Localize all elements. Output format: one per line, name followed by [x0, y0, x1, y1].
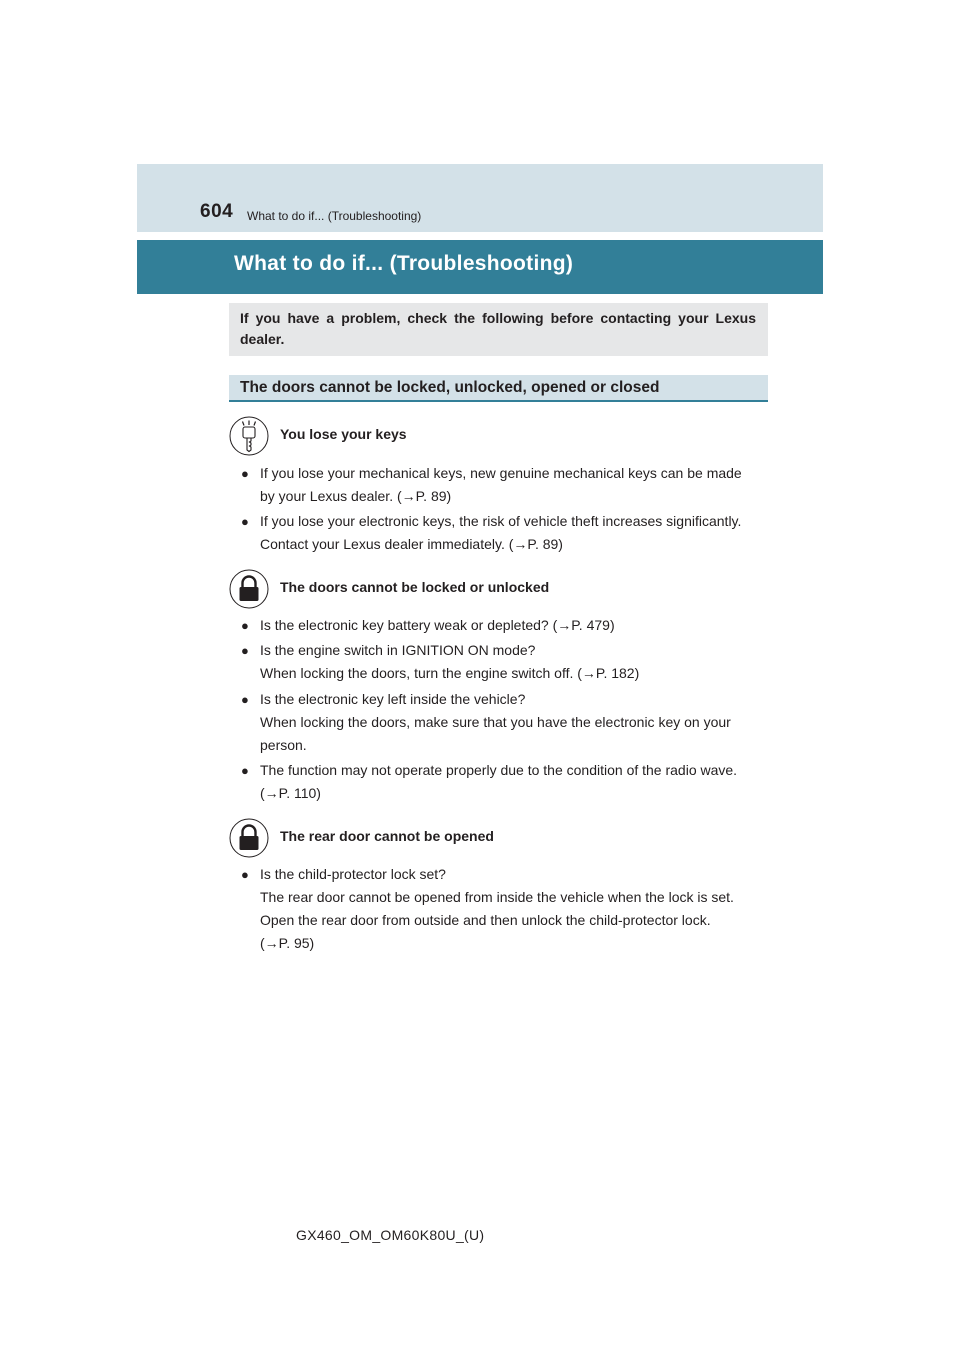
- subsection-rear-door: [229, 818, 769, 858]
- running-title: What to do if... (Troubleshooting): [247, 209, 422, 223]
- bullet-text: Contact your Lexus dealer immediately. (→P. 89): [260, 536, 563, 552]
- bullet-text: Is the electronic key left inside the vehicle?: [260, 691, 526, 707]
- page-number: 604: [200, 201, 234, 222]
- section-heading: [229, 375, 768, 402]
- header-band: [137, 164, 823, 232]
- bullet-text: If you lose your mechanical keys, new genuine mechanical keys can be made: [260, 465, 742, 481]
- bullet-icon: ●: [241, 643, 249, 658]
- list-item: [241, 759, 768, 805]
- bullet-text: When locking the doors, make sure that you have the electronic key on your: [260, 714, 731, 730]
- lock-icon: [229, 569, 269, 609]
- bullet-text: If you lose your electronic keys, the risk of vehicle theft increases significantly.: [260, 513, 742, 529]
- section-heading-text: The doors cannot be locked, unlocked, opened or closed: [240, 379, 660, 396]
- bullet-text: (→P. 110): [260, 785, 321, 801]
- key-icon: [229, 416, 269, 456]
- bullet-text: Is the child-protector lock set?: [260, 866, 446, 882]
- bullet-icon: ●: [241, 466, 249, 481]
- subsection-label: The doors cannot be locked or unlocked: [280, 579, 550, 595]
- list-item: [241, 863, 768, 955]
- bullet-text: Is the electronic key battery weak or depleted? (→P. 479): [260, 617, 615, 633]
- subsection-lose-keys: [229, 416, 769, 456]
- bullet-icon: ●: [241, 867, 249, 882]
- subsection-cannot-lock: [229, 569, 769, 609]
- bullet-text: The function may not operate properly due to the condition of the radio wave.: [260, 762, 738, 778]
- bullet-text: (→P. 95): [260, 935, 315, 951]
- bullet-text: by your Lexus dealer. (→P. 89): [260, 488, 452, 504]
- bullet-text: person.: [260, 737, 307, 753]
- intro-text: If you have a problem, check the following before contacting your Lexus dealer.: [240, 310, 756, 347]
- list-item: [241, 510, 768, 556]
- intro-box: [229, 303, 768, 356]
- title-bar: [137, 240, 823, 294]
- document-code: GX460_OM_OM60K80U_(U): [296, 1227, 485, 1243]
- list-item: [241, 639, 768, 685]
- page-title: What to do if... (Troubleshooting): [234, 252, 574, 275]
- bullet-icon: ●: [241, 618, 249, 633]
- subsection-label: You lose your keys: [280, 426, 407, 442]
- list-item: [241, 614, 768, 637]
- bullet-icon: ●: [241, 763, 249, 778]
- list-item: [241, 462, 768, 508]
- subsection-label: The rear door cannot be opened: [280, 828, 494, 844]
- bullet-text: Open the rear door from outside and then unlock the child-protector lock.: [260, 912, 711, 928]
- bullet-icon: ●: [241, 514, 249, 529]
- bullet-text: The rear door cannot be opened from inside the vehicle when the lock is set.: [260, 889, 734, 905]
- list-item: [241, 688, 768, 757]
- bullet-text: Is the engine switch in IGNITION ON mode?: [260, 642, 536, 658]
- lock-icon: [229, 818, 269, 858]
- bullet-text: When locking the doors, turn the engine switch off. (→P. 182): [260, 665, 640, 681]
- bullet-icon: ●: [241, 692, 249, 707]
